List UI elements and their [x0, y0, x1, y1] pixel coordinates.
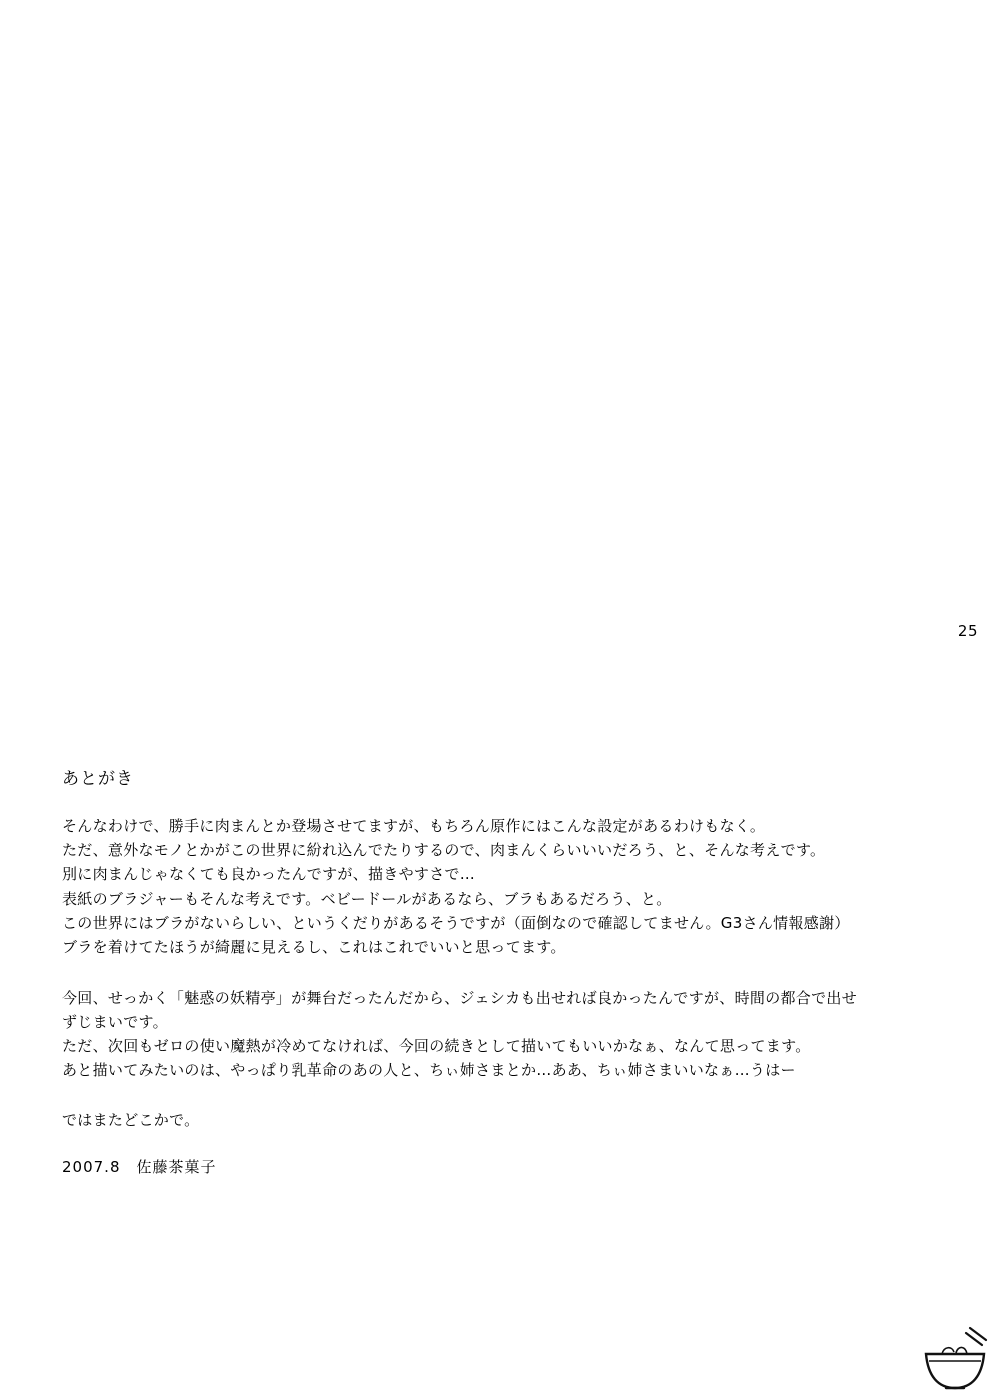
afterword-paragraph-block-1 — [62, 814, 872, 960]
afterword-line: ただ、次回もゼロの使い魔熱が冷めてなければ、今回の続きとして描いてもいいかなぁ、なんて思ってます。 — [62, 1037, 811, 1056]
afterword-heading: あとがき — [62, 769, 134, 789]
afterword-line: そんなわけで、勝手に肉まんとか登場させてますが、もちろん原作にはこんな設定があるわけもなく。 — [62, 816, 766, 835]
afterword-section — [62, 768, 872, 1177]
afterword-line: 別に肉まんじゃなくても良かったんですが、描きやすさで… — [62, 865, 476, 884]
afterword-paragraph-block-2 — [62, 986, 872, 1083]
page-number: 25 — [957, 622, 978, 640]
afterword-line: ブラを着けてたほうが綺麗に見えるし、これはこれでいいと思ってます。 — [62, 938, 566, 957]
afterword-line: 今回、せっかく「魅惑の妖精亭」が舞台だったんだから、ジェシカも出せれば良かったんですが、時間の都合で出せずじまいです。 — [62, 988, 858, 1031]
afterword-signature: 2007.8 佐藤茶菓子 — [62, 1157, 217, 1176]
afterword-line: あと描いてみたいのは、やっぱり乳革命のあの人と、ちぃ姉さまとか…ああ、ちぃ姉さまいいなぁ…うはー — [62, 1061, 796, 1080]
afterword-line: この世界にはブラがないらしい、というくだりがあるそうですが（面倒なので確認してません。G3さん情報感謝） — [62, 913, 850, 932]
noodle-bowl-icon — [920, 1324, 990, 1394]
afterword-line: 表紙のブラジャーもそんな考えです。ベビードールがあるなら、ブラもあるだろう、と。 — [62, 889, 672, 908]
afterword-line: ただ、意外なモノとかがこの世界に紛れ込んでたりするので、肉まんくらいいいだろう、と、そんな考えです。 — [62, 841, 826, 860]
afterword-closing: ではまたどこかで。 — [62, 1110, 200, 1129]
